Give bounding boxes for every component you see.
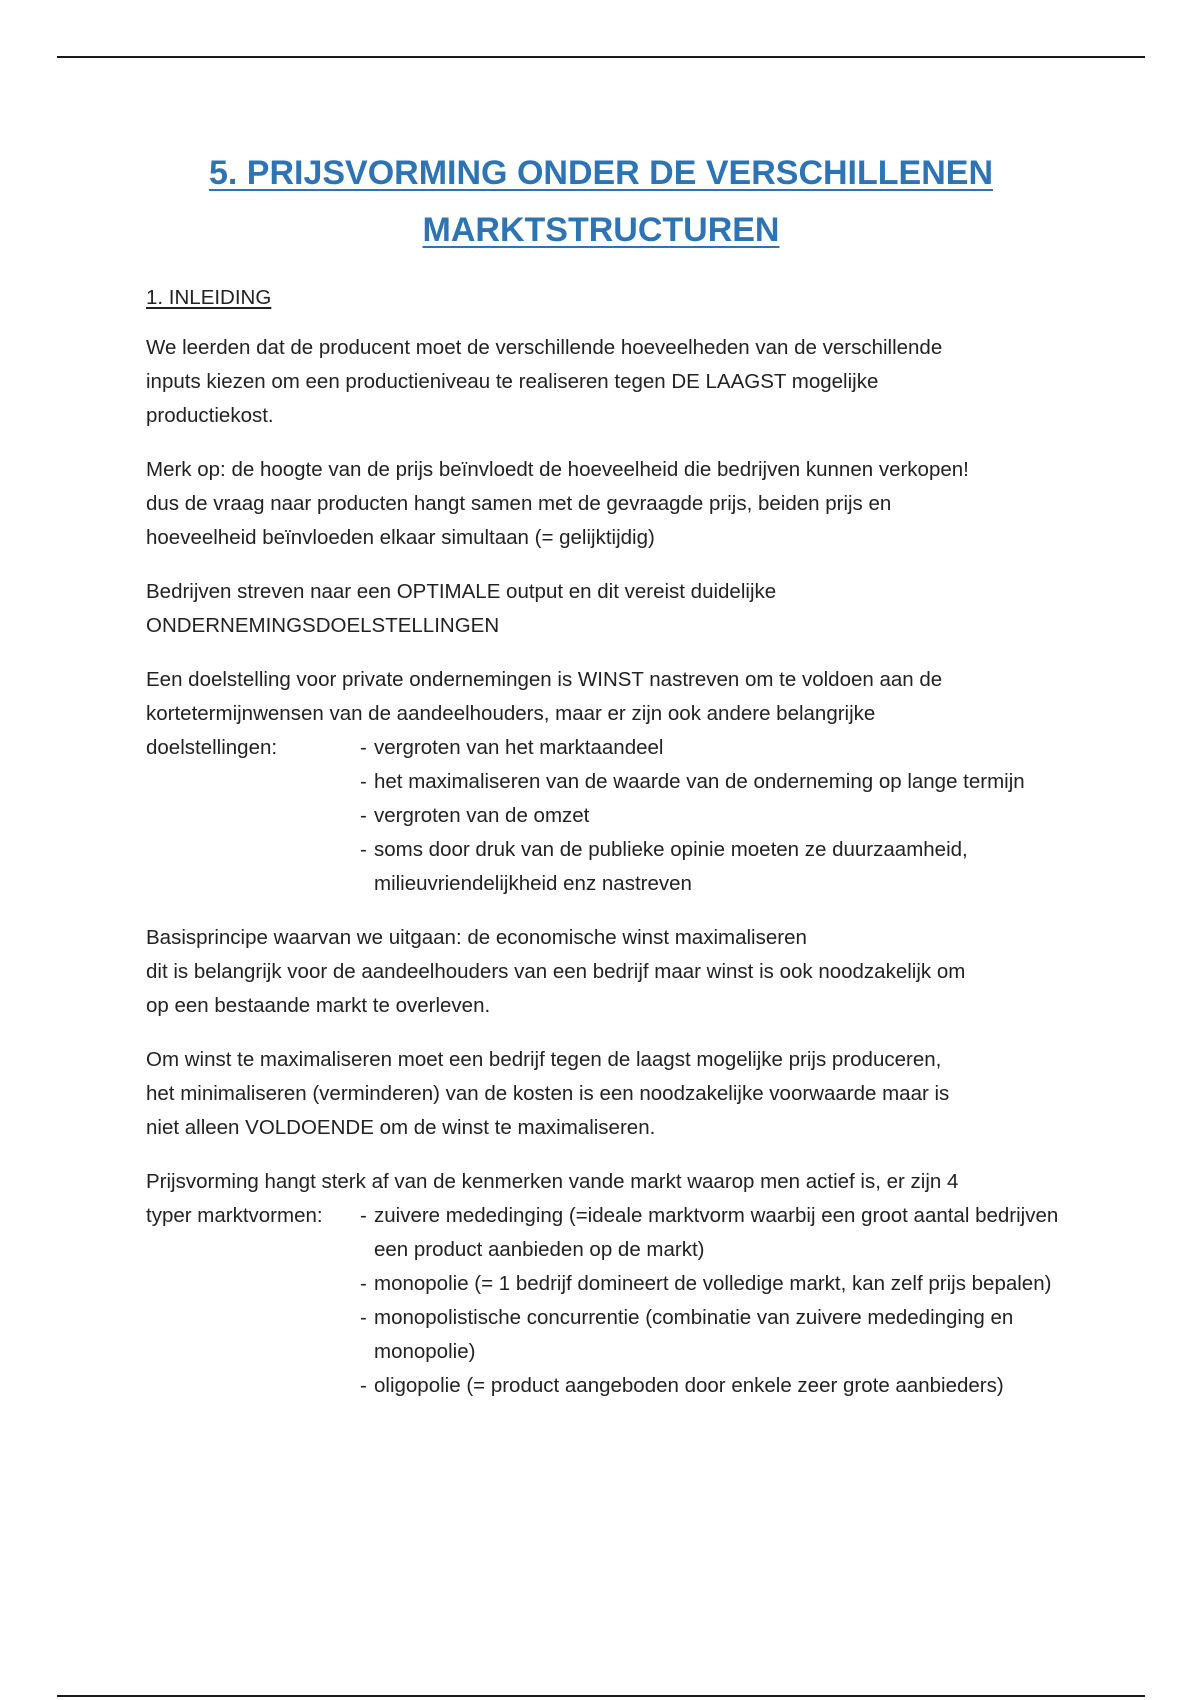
text-line: het minimaliseren (verminderen) van de kosten is een noodzakelijke voorwaarde maar is bbox=[146, 1082, 950, 1105]
text-line: Basisprincipe waarvan we uitgaan: de economische winst maximaliseren bbox=[146, 926, 807, 949]
section-heading: 1. INLEIDING bbox=[146, 286, 272, 309]
text-line: Bedrijven streven naar een OPTIMALE output en dit vereist duidelijke bbox=[146, 580, 777, 603]
paragraph-4 bbox=[146, 663, 1086, 901]
list-item: - het maximaliseren van de waarde van de onderneming op lange termijn bbox=[360, 765, 1086, 799]
market-types-list bbox=[360, 1199, 1086, 1403]
goals-list-row bbox=[146, 731, 1086, 901]
text-line: Prijsvorming hangt sterk af van de kenmerken vande markt waarop men actief is, er zijn 4 bbox=[146, 1170, 959, 1193]
goals-label: doelstellingen: bbox=[146, 736, 278, 759]
goals-list bbox=[360, 731, 1086, 901]
list-item: - oligopolie (= product aangeboden door enkele zeer grote aanbieders) bbox=[360, 1369, 1086, 1403]
text-line: niet alleen VOLDOENDE om de winst te maximaliseren. bbox=[146, 1116, 656, 1139]
footer-rule bbox=[57, 1695, 1145, 1697]
text-line: Een doelstelling voor private ondernemingen is WINST nastreven om te voldoen aan de bbox=[146, 668, 943, 691]
text-line: hoeveelheid beïnvloeden elkaar simultaan (= gelijktijdig) bbox=[146, 526, 655, 549]
text-line: kortetermijnwensen van de aandeelhouders, maar er zijn ook andere belangrijke bbox=[146, 702, 876, 725]
text-line: op een bestaande markt te overleven. bbox=[146, 994, 491, 1017]
market-types-label: typer marktvormen: bbox=[146, 1204, 323, 1227]
text-line: We leerden dat de producent moet de verschillende hoeveelheden van de verschillende bbox=[146, 336, 943, 359]
paragraph-1 bbox=[146, 331, 1086, 433]
text-line: Om winst te maximaliseren moet een bedrijf tegen de laagst mogelijke prijs produceren, bbox=[146, 1048, 942, 1071]
page-title bbox=[146, 145, 1086, 259]
paragraph-7 bbox=[146, 1165, 1086, 1403]
list-item: - vergroten van de omzet bbox=[360, 799, 1086, 833]
list-item: - monopolie (= 1 bedrijf domineert de volledige markt, kan zelf prijs bepalen) bbox=[360, 1267, 1086, 1301]
paragraph-3 bbox=[146, 575, 1086, 643]
list-item: - zuivere mededinging (=ideale marktvorm waarbij een groot aantal bedrijven een product aanbieden op de markt) bbox=[360, 1199, 1086, 1267]
text-line: ONDERNEMINGSDOELSTELLINGEN bbox=[146, 614, 500, 637]
text-line: Merk op: de hoogte van de prijs beïnvloedt de hoeveelheid die bedrijven kunnen verkopen! bbox=[146, 458, 969, 481]
page-title-line-1: 5. PRIJSVORMING ONDER DE VERSCHILLENEN bbox=[208, 154, 993, 192]
document-body bbox=[146, 145, 1086, 1423]
page-title-line-2: MARKTSTRUCTUREN bbox=[422, 211, 780, 249]
market-types-row bbox=[146, 1199, 1086, 1403]
paragraph-6 bbox=[146, 1043, 1086, 1145]
list-item: - monopolistische concurrentie (combinatie van zuivere mededinging en monopolie) bbox=[360, 1301, 1086, 1369]
list-item: - soms door druk van de publieke opinie moeten ze duurzaamheid, milieuvriendelijkheid enz nastreven bbox=[360, 833, 1086, 901]
header-rule bbox=[57, 56, 1145, 58]
text-line: inputs kiezen om een productieniveau te realiseren tegen DE LAAGST mogelijke bbox=[146, 370, 879, 393]
text-line: dit is belangrijk voor de aandeelhouders van een bedrijf maar winst is ook noodzakelijk om bbox=[146, 960, 966, 983]
text-line: dus de vraag naar producten hangt samen met de gevraagde prijs, beiden prijs en bbox=[146, 492, 892, 515]
text-line: productiekost. bbox=[146, 404, 274, 427]
paragraph-5 bbox=[146, 921, 1086, 1023]
list-item: - vergroten van het marktaandeel bbox=[360, 731, 1086, 765]
paragraph-2 bbox=[146, 453, 1086, 555]
